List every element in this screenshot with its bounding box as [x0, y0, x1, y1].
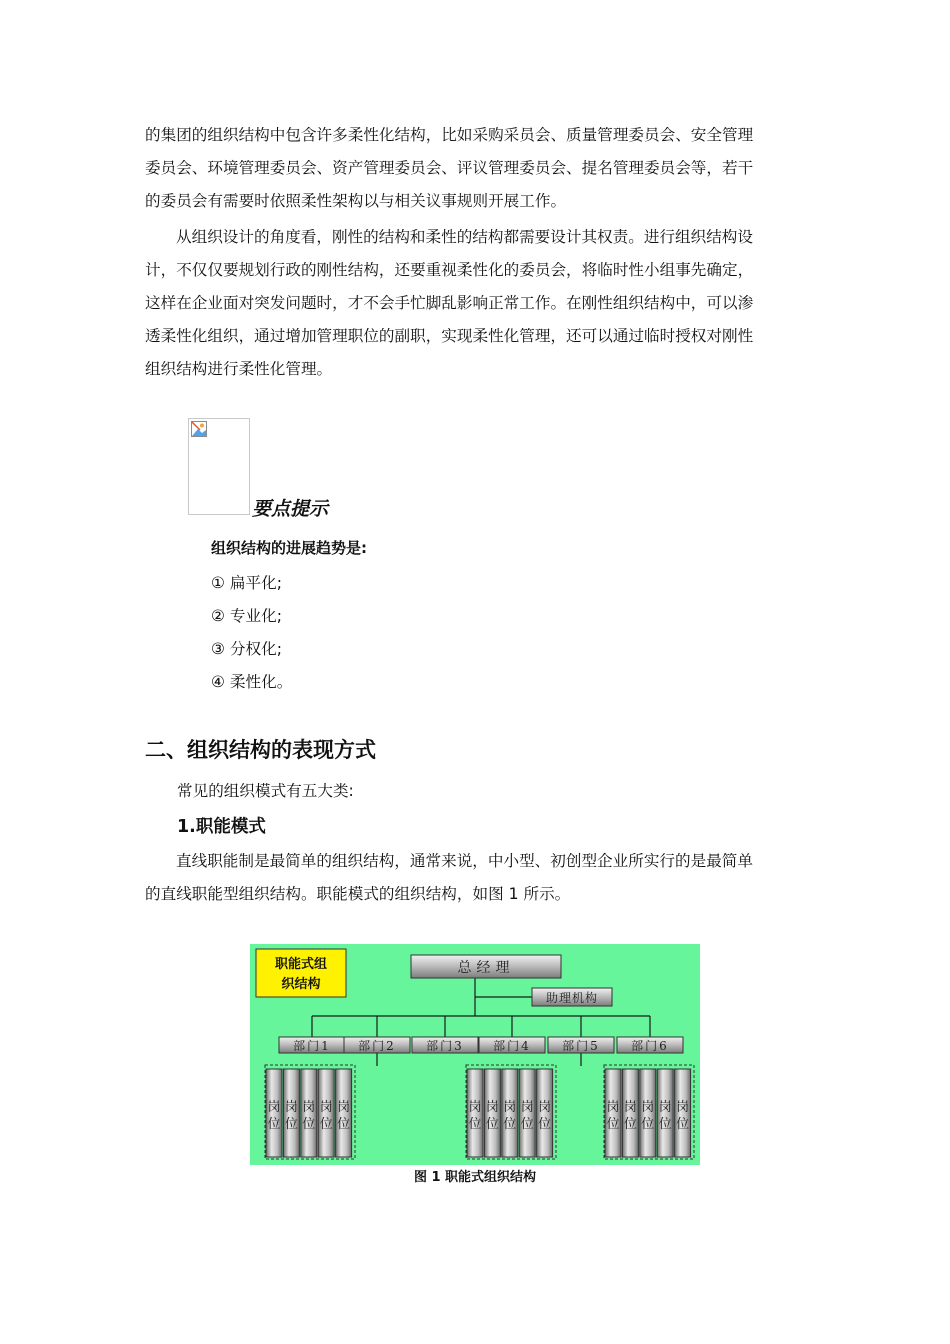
post-label-char: 岗: [658, 1100, 672, 1115]
post-label-char: 位: [337, 1117, 351, 1132]
tips-item: ② 专业化;: [211, 607, 282, 625]
post-label-char: 位: [267, 1117, 281, 1132]
post-label-char: 位: [302, 1117, 316, 1132]
text-line: 直线职能制是最简单的组织结构，通常来说，中小型、初创型企业所实行的是最简单: [176, 852, 753, 870]
department-box: [344, 1037, 410, 1053]
post-box: [336, 1069, 352, 1157]
post-box: [467, 1069, 483, 1157]
post-label-char: 位: [468, 1117, 482, 1132]
post-label-char: 岗: [337, 1100, 351, 1115]
post-group: [265, 1065, 355, 1159]
post-box: [537, 1069, 553, 1157]
image-placeholder-icon: [191, 421, 207, 437]
post-box: [519, 1069, 535, 1157]
tips-item: ④ 柔性化。: [211, 673, 293, 691]
post-box: [675, 1069, 691, 1157]
department-boxes: [279, 1037, 683, 1053]
post-group: [466, 1065, 556, 1159]
text-line: 计，不仅仅要规划行政的刚性结构，还要重视柔性化的委员会，将临时性小组事先确定，: [145, 261, 754, 279]
post-box: [640, 1069, 656, 1157]
text-line: 从组织设计的角度看，刚性的结构和柔性的结构都需要设计其权责。进行组织结构设: [176, 228, 753, 246]
department-box: [548, 1037, 614, 1053]
post-label-char: 位: [503, 1117, 517, 1132]
assistant-box-label: 助理机构: [545, 991, 599, 1005]
section-intro: 常见的组织模式有五大类:: [177, 782, 354, 800]
department-label: 部门2: [358, 1039, 396, 1053]
department-box: [279, 1037, 345, 1053]
post-label-char: 位: [319, 1117, 333, 1132]
post-label-char: 位: [658, 1117, 672, 1132]
post-label-char: 岗: [520, 1100, 534, 1115]
post-box: [657, 1069, 673, 1157]
post-box: [301, 1069, 317, 1157]
text-line: 的直线职能型组织结构。职能模式的组织结构，如图 1 所示。: [145, 885, 571, 903]
org-chart-figure: [250, 944, 700, 1165]
post-label-char: 位: [485, 1117, 499, 1132]
figure-caption: 图 1 职能式组织结构: [413, 1170, 537, 1185]
post-label-char: 岗: [319, 1100, 333, 1115]
post-label-char: 岗: [538, 1100, 552, 1115]
post-label-char: 位: [520, 1117, 534, 1132]
figure-label-line2: 织结构: [281, 977, 321, 992]
department-box: [479, 1037, 545, 1053]
post-label-char: 岗: [302, 1100, 316, 1115]
text-line: 委员会、环境管理委员会、资产管理委员会、评议管理委员会、提名管理委员会等，若干: [145, 159, 754, 177]
post-label-char: 位: [623, 1117, 637, 1132]
figure-label-box: [256, 949, 346, 997]
figure-label-line1: 职能式组: [274, 957, 328, 972]
post-label-char: 岗: [503, 1100, 517, 1115]
post-label-char: 岗: [623, 1100, 637, 1115]
paragraph-committees: [145, 119, 807, 218]
post-box: [266, 1069, 282, 1157]
post-box: [283, 1069, 299, 1157]
text-line: 组织结构进行柔性化管理。: [145, 360, 333, 378]
post-label-char: 岗: [606, 1100, 620, 1115]
post-label-char: 岗: [641, 1100, 655, 1115]
tips-item: ③ 分权化;: [211, 640, 282, 658]
department-label: 部门1: [293, 1039, 331, 1053]
post-label-char: 位: [606, 1117, 620, 1132]
department-label: 部门3: [426, 1039, 464, 1053]
post-box: [622, 1069, 638, 1157]
text-line: 的委员会有需要时依照柔性架构以与相关议事规则开展工作。: [145, 192, 567, 210]
post-label-char: 岗: [468, 1100, 482, 1115]
post-label-char: 位: [284, 1117, 298, 1132]
post-label-char: 岗: [267, 1100, 281, 1115]
section-heading: 二、组织结构的表现方式: [145, 738, 376, 762]
tips-intro: 组织结构的进展趋势是:: [211, 539, 367, 557]
text-line: 的集团的组织结构中包含许多柔性化结构，比如采购采员会、质量管理委员会、安全管理: [145, 126, 754, 144]
top-box-label: 总经理: [457, 960, 515, 976]
top-box: [411, 955, 561, 978]
subsection-heading: 1.职能模式: [177, 817, 266, 837]
text-line: 这样在企业面对突发问题时，才不会手忙脚乱影响正常工作。在刚性组织结构中，可以渗: [145, 294, 754, 312]
org-chart-svg: [250, 944, 700, 1165]
text-line: 透柔性化组织，通过增加管理职位的副职，实现柔性化管理，还可以通过临时授权对刚性: [145, 327, 754, 345]
department-box: [617, 1037, 683, 1053]
department-label: 部门4: [493, 1039, 531, 1053]
post-label-char: 位: [676, 1117, 690, 1132]
broken-image-icon: [188, 418, 250, 515]
post-box: [484, 1069, 500, 1157]
post-label-char: 位: [538, 1117, 552, 1132]
post-groups: [265, 1065, 694, 1159]
paragraph-functional-model: [145, 845, 807, 911]
post-label-char: 岗: [676, 1100, 690, 1115]
paragraph-design-perspective: [145, 221, 807, 386]
assistant-box: [532, 988, 612, 1006]
tips-item: ① 扁平化;: [211, 574, 282, 592]
post-label-char: 位: [641, 1117, 655, 1132]
post-label-char: 岗: [485, 1100, 499, 1115]
tips-heading: 要点提示: [252, 498, 329, 520]
post-box: [502, 1069, 518, 1157]
post-label-char: 岗: [284, 1100, 298, 1115]
department-box: [412, 1037, 478, 1053]
post-box: [605, 1069, 621, 1157]
post-box: [318, 1069, 334, 1157]
department-label: 部门6: [631, 1039, 669, 1053]
department-label: 部门5: [562, 1039, 600, 1053]
post-group: [604, 1065, 694, 1159]
